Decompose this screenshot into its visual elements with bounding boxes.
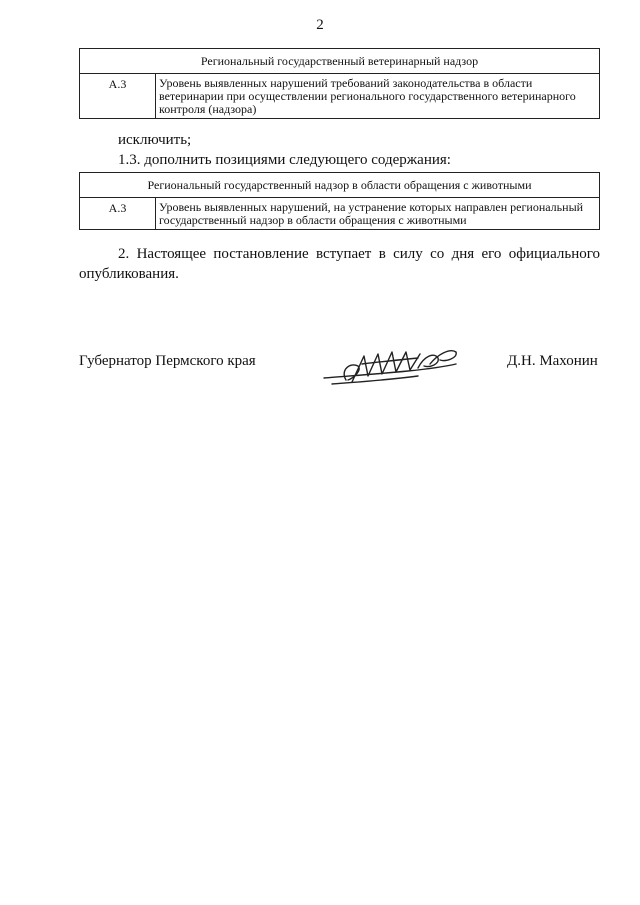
table-row xyxy=(80,198,600,230)
table-header-row xyxy=(80,173,600,198)
table-animal-handling-supervision xyxy=(79,172,600,230)
table-header-row xyxy=(80,49,600,74)
indicator-code-cell: А.3 xyxy=(80,74,156,119)
signer-name: Д.Н. Махонин xyxy=(507,353,598,369)
page-number: 2 xyxy=(316,17,324,33)
table-header-cell: Региональный государственный надзор в области обращения с животными xyxy=(80,173,600,198)
table-veterinary-supervision xyxy=(79,48,600,119)
paragraph-exclude: исключить; xyxy=(118,132,192,148)
handwritten-signature xyxy=(318,340,468,392)
paragraph-add-positions: 1.3. дополнить позициями следующего содержания: xyxy=(118,152,451,168)
table-row xyxy=(80,74,600,119)
signer-title: Губернатор Пермского края xyxy=(79,353,256,369)
paragraph-effective-date: 2. Настоящее постановление вступает в силу со дня его официального опубликования. xyxy=(79,246,600,282)
indicator-text-cell: Уровень выявленных нарушений, на устранение которых направлен региональный государственный надзор в области обращения с животными xyxy=(156,198,600,230)
table-header-cell: Региональный государственный ветеринарный надзор xyxy=(80,49,600,74)
indicator-text-cell: Уровень выявленных нарушений требований законодательства в области ветеринарии при осуществлении регионального государственного ветеринарного контроля (надзора) xyxy=(156,74,600,119)
indicator-code-cell: А.3 xyxy=(80,198,156,230)
